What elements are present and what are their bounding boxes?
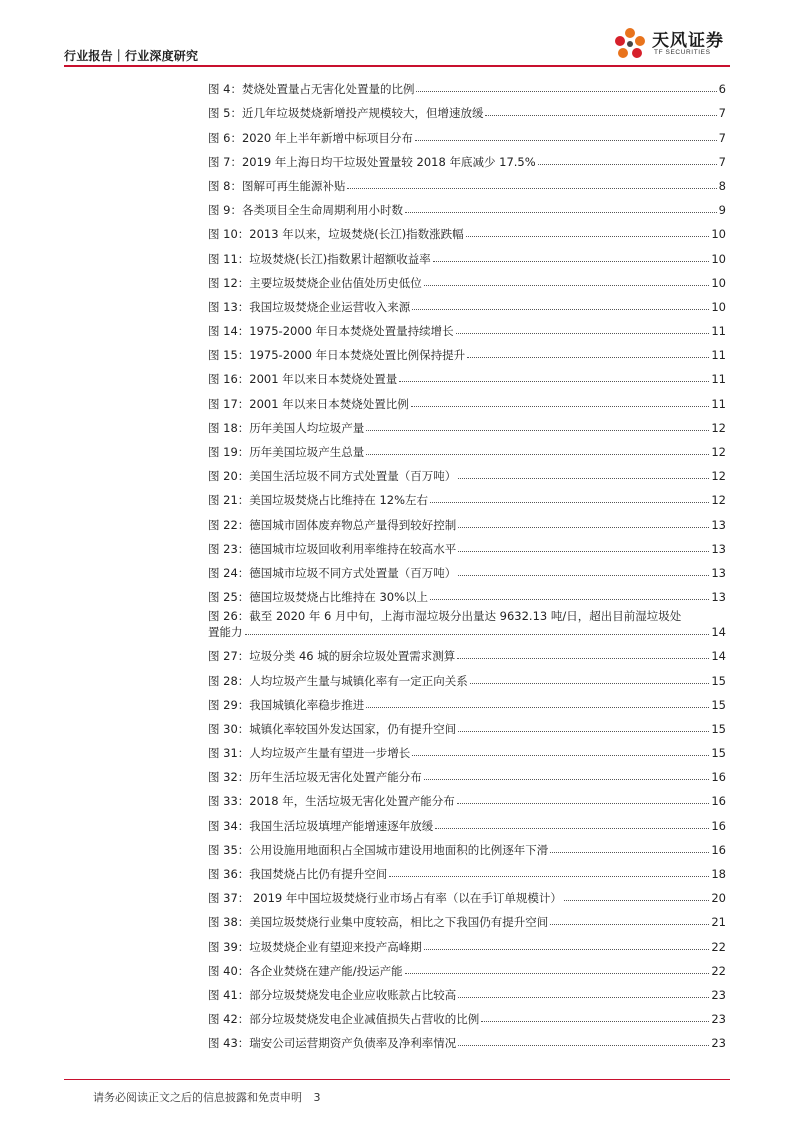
toc-entry-label: 图 10：2013 年以来，垃圾焚烧(长江)指数涨跌幅: [208, 227, 464, 242]
leader-dots: [412, 309, 709, 310]
toc-entry-label: 图 11：垃圾焚烧(长江)指数累计超额收益率: [208, 251, 431, 266]
disclaimer-link[interactable]: 请务必阅读正文之后的信息披露和免责申明: [93, 1091, 302, 1104]
toc-entry[interactable]: [208, 459, 726, 483]
toc-entry-label: 图 15：1975-2000 年日本焚烧处置比例保持提升: [208, 348, 466, 363]
toc-entry-label: 图 12：主要垃圾焚烧企业估值处历史低位: [208, 275, 422, 290]
toc-entry-page: 11: [711, 324, 726, 339]
leader-dots: [435, 828, 709, 829]
toc-entry-page: 20: [711, 891, 726, 906]
leader-dots: [458, 575, 709, 576]
toc-entry-label: 图 20：美国生活垃圾不同方式处置量（百万吨）: [208, 469, 457, 484]
toc-entry[interactable]: [208, 532, 726, 556]
toc-entry-label: 图 29：我国城镇化率稳步推进: [208, 697, 365, 712]
leader-dots: [470, 683, 710, 684]
toc-entry-page: 16: [711, 770, 726, 785]
toc-entry-page: 12: [711, 469, 726, 484]
leader-dots: [405, 973, 710, 974]
leader-dots: [467, 357, 709, 358]
toc-entry-page: 15: [711, 697, 726, 712]
logo-name-en: TF SECURITIES: [654, 49, 711, 56]
toc-entry-page: 12: [711, 493, 726, 508]
leader-dots: [405, 212, 717, 213]
toc-entry-page: 12: [711, 420, 726, 435]
leader-dots: [458, 551, 709, 552]
leader-dots: [550, 852, 709, 853]
toc-entry-page: 15: [711, 721, 726, 736]
page-header: [64, 22, 730, 64]
leader-dots: [416, 91, 716, 92]
leader-dots: [424, 285, 710, 286]
leader-dots: [415, 140, 717, 141]
toc-entry-label: 图 43：瑞安公司运营期资产负债率及净利率情况: [208, 1036, 457, 1051]
toc-entry-page: 10: [711, 299, 726, 314]
leader-dots: [485, 115, 716, 116]
leader-dots: [412, 755, 709, 756]
leader-dots: [458, 527, 709, 528]
toc-entry-label: 图 32：历年生活垃圾无害化处置产能分布: [208, 770, 422, 785]
toc-entry[interactable]: [208, 604, 726, 639]
toc-entry[interactable]: [208, 784, 726, 808]
toc-entry[interactable]: [208, 954, 726, 978]
toc-entry[interactable]: [208, 217, 726, 241]
footer-divider: [64, 1079, 730, 1080]
toc-entry-label: 图 22：德国城市固体废弃物总产量得到较好控制: [208, 517, 457, 532]
header-divider: [64, 65, 730, 67]
toc-entry-label: 图 7：2019 年上海日均干垃圾处置量较 2018 年底减少 17.5%: [208, 154, 536, 169]
toc-entry-page: 13: [711, 517, 726, 532]
leader-dots: [347, 188, 716, 189]
toc-entry-label: 图 18：历年美国人均垃圾产量: [208, 420, 365, 435]
leader-dots: [433, 261, 710, 262]
toc-entry-page: 7: [718, 154, 726, 169]
toc-entry[interactable]: [208, 580, 726, 604]
toc-entry-label: 图 42：部分垃圾焚烧发电企业减值损失占营收的比例: [208, 1012, 480, 1027]
toc-entry-page: 23: [711, 1012, 726, 1027]
toc-entry-page: 13: [711, 590, 726, 605]
leader-dots: [458, 1045, 709, 1046]
toc-entry-label: 图 26：截至 2020 年 6 月中旬，上海市湿垃圾分出量达 9632.13 吨/日，超出目前湿垃圾处: [208, 609, 682, 624]
leader-dots: [458, 731, 709, 732]
toc-entry[interactable]: [208, 712, 726, 736]
leader-dots: [399, 381, 709, 382]
toc-entry-label: 图 24：德国城市垃圾不同方式处置量（百万吨）: [208, 565, 457, 580]
toc-entry-page: 11: [711, 396, 726, 411]
toc-entry[interactable]: [208, 978, 726, 1002]
toc-entry-label: 图 19：历年美国垃圾产生总量: [208, 445, 365, 459]
leader-dots: [458, 478, 709, 479]
leader-dots: [245, 634, 710, 635]
toc-entry-page: 13: [711, 541, 726, 556]
toc-entry[interactable]: [208, 120, 726, 144]
toc-entry-page: 11: [711, 348, 726, 363]
toc-entry-page: 21: [711, 915, 726, 930]
toc-entry-label: 图 4：焚烧处置量占无害化处置量的比例: [208, 82, 415, 97]
toc-entry-label: 图 41：部分垃圾焚烧发电企业应收账款占比较高: [208, 987, 457, 1002]
logo-name-cn: 天风证券: [652, 31, 724, 51]
toc-entry[interactable]: [208, 290, 726, 314]
toc-entry[interactable]: [208, 905, 726, 929]
toc-entry-page: 22: [711, 963, 726, 978]
toc-entry-label: 图 6：2020 年上半年新增中标项目分布: [208, 130, 413, 145]
toc-entry[interactable]: [208, 688, 726, 712]
toc-entry[interactable]: [208, 145, 726, 169]
toc-entry[interactable]: [208, 411, 726, 435]
toc-entry[interactable]: [208, 266, 726, 290]
toc-entry-page: 15: [711, 673, 726, 688]
toc-entry-page: 7: [718, 106, 726, 121]
toc-entry-label: 图 23：德国城市垃圾回收利用率维持在较高水平: [208, 541, 457, 556]
toc-entry[interactable]: [208, 881, 726, 905]
toc-entry[interactable]: [208, 507, 726, 531]
toc-entry-label: 图 9：各类项目全生命周期利用小时数: [208, 203, 403, 218]
leader-dots: [466, 236, 710, 237]
toc-entry-label: 图 21：美国垃圾焚烧占比维持在 12%左右: [208, 493, 429, 508]
leader-dots: [456, 333, 710, 334]
toc-entry[interactable]: [208, 193, 726, 217]
toc-entry-page: 14: [711, 625, 726, 640]
toc-entry-label: 图 28：人均垃圾产生量与城镇化率有一定正向关系: [208, 673, 468, 688]
toc-entry[interactable]: [208, 386, 726, 410]
page-number: 3: [313, 1091, 321, 1104]
toc-entry[interactable]: [208, 1026, 726, 1050]
toc-entry[interactable]: [208, 241, 726, 265]
toc-entry[interactable]: [208, 435, 726, 459]
leader-dots: [550, 924, 709, 925]
toc-entry[interactable]: [208, 556, 726, 580]
toc-entry-page: 10: [711, 251, 726, 266]
toc-entry-label: 图 40：各企业焚烧在建产能/投运产能: [208, 963, 403, 978]
toc-entry-page: 23: [711, 1036, 726, 1051]
leader-dots: [389, 876, 709, 877]
toc-entry[interactable]: [208, 338, 726, 362]
toc-entry-label: 图 34：我国生活垃圾填埋产能增速逐年放缓: [208, 818, 434, 833]
toc-entry-page: 13: [711, 565, 726, 580]
toc-entry-label: 图 17：2001 年以来日本焚烧处置比例: [208, 396, 409, 411]
toc-entry-page: 16: [711, 818, 726, 833]
toc-entry-page: 22: [711, 939, 726, 954]
leader-dots: [430, 599, 709, 600]
toc-entry-page: 10: [711, 275, 726, 290]
toc-entry-label: 图 38：美国垃圾焚烧行业集中度较高，相比之下我国仍有提升空间: [208, 915, 549, 930]
toc-entry[interactable]: [208, 72, 726, 96]
toc-entry-label: 图 25：德国垃圾焚烧占比维持在 30%以上: [208, 590, 429, 605]
leader-dots: [481, 1021, 709, 1022]
toc-entry-label: 图 39：垃圾焚烧企业有望迎来投产高峰期: [208, 939, 422, 954]
toc-entry[interactable]: [208, 483, 726, 507]
toc-entry[interactable]: [208, 1002, 726, 1026]
leader-dots: [366, 454, 709, 455]
toc-entry[interactable]: [208, 833, 726, 857]
toc-entry-page: 18: [711, 867, 726, 881]
toc-entry-label: 图 35：公用设施用地面积占全国城市建设用地面积的比例逐年下滑: [208, 842, 549, 857]
toc-entry[interactable]: [208, 96, 726, 120]
figure-index-list: [208, 72, 726, 1050]
leader-dots: [366, 430, 709, 431]
toc-entry-page: 10: [711, 227, 726, 242]
leader-dots: [430, 502, 709, 503]
toc-entry[interactable]: [208, 760, 726, 784]
toc-entry[interactable]: [208, 314, 726, 338]
toc-entry[interactable]: [208, 663, 726, 687]
toc-entry[interactable]: [208, 808, 726, 832]
toc-entry-page: 23: [711, 987, 726, 1002]
toc-entry-page: 6: [718, 82, 726, 97]
toc-entry-label: 图 36：我国焚烧占比仍有提升空间: [208, 867, 388, 881]
toc-entry[interactable]: [208, 639, 726, 663]
leader-dots: [538, 164, 717, 165]
toc-entry-page: 8: [718, 178, 726, 193]
toc-entry[interactable]: [208, 929, 726, 953]
toc-entry-label: 图 13：我国垃圾焚烧企业运营收入来源: [208, 299, 411, 314]
toc-entry-label: 图 37： 2019 年中国垃圾焚烧行业市场占有率（以在手订单规模计）: [208, 891, 562, 906]
toc-entry-label: 图 30：城镇化率较国外发达国家，仍有提升空间: [208, 721, 457, 736]
toc-entry-page: 16: [711, 842, 726, 857]
toc-entry-page: 12: [711, 445, 726, 459]
leader-dots: [458, 997, 709, 998]
leader-dots: [457, 658, 709, 659]
toc-entry-page: 11: [711, 372, 726, 387]
leader-dots: [424, 949, 710, 950]
toc-entry[interactable]: [208, 857, 726, 881]
toc-entry-label: 图 14：1975-2000 年日本焚烧处置量持续增长: [208, 324, 454, 339]
toc-entry-page: 7: [718, 130, 726, 145]
toc-entry[interactable]: [208, 169, 726, 193]
report-category: 行业报告｜行业深度研究: [64, 49, 199, 63]
toc-entry-label-continued: 置能力: [208, 625, 243, 640]
toc-entry-page: 15: [711, 746, 726, 761]
logo-flower-icon: [610, 24, 650, 64]
company-logo: [610, 22, 730, 64]
toc-entry-label: 图 5：近几年垃圾焚烧新增投产规模较大，但增速放缓: [208, 106, 484, 121]
toc-entry-page: 14: [711, 649, 726, 664]
footer: [93, 1089, 321, 1105]
toc-entry-label: 图 27：垃圾分类 46 城的厨余垃圾处置需求测算: [208, 649, 456, 664]
toc-entry-page: 9: [718, 203, 726, 218]
leader-dots: [411, 406, 710, 407]
toc-entry[interactable]: [208, 736, 726, 760]
leader-dots: [564, 900, 709, 901]
toc-entry-label: 图 8：图解可再生能源补贴: [208, 178, 346, 193]
toc-entry-label: 图 16：2001 年以来日本焚烧处置量: [208, 372, 398, 387]
leader-dots: [457, 803, 710, 804]
toc-entry-page: 16: [711, 794, 726, 809]
leader-dots: [424, 779, 710, 780]
toc-entry-label: 图 33：2018 年，生活垃圾无害化处置产能分布: [208, 794, 455, 809]
toc-entry[interactable]: [208, 362, 726, 386]
toc-entry-label: 图 31：人均垃圾产生量有望进一步增长: [208, 746, 411, 761]
leader-dots: [366, 707, 709, 708]
